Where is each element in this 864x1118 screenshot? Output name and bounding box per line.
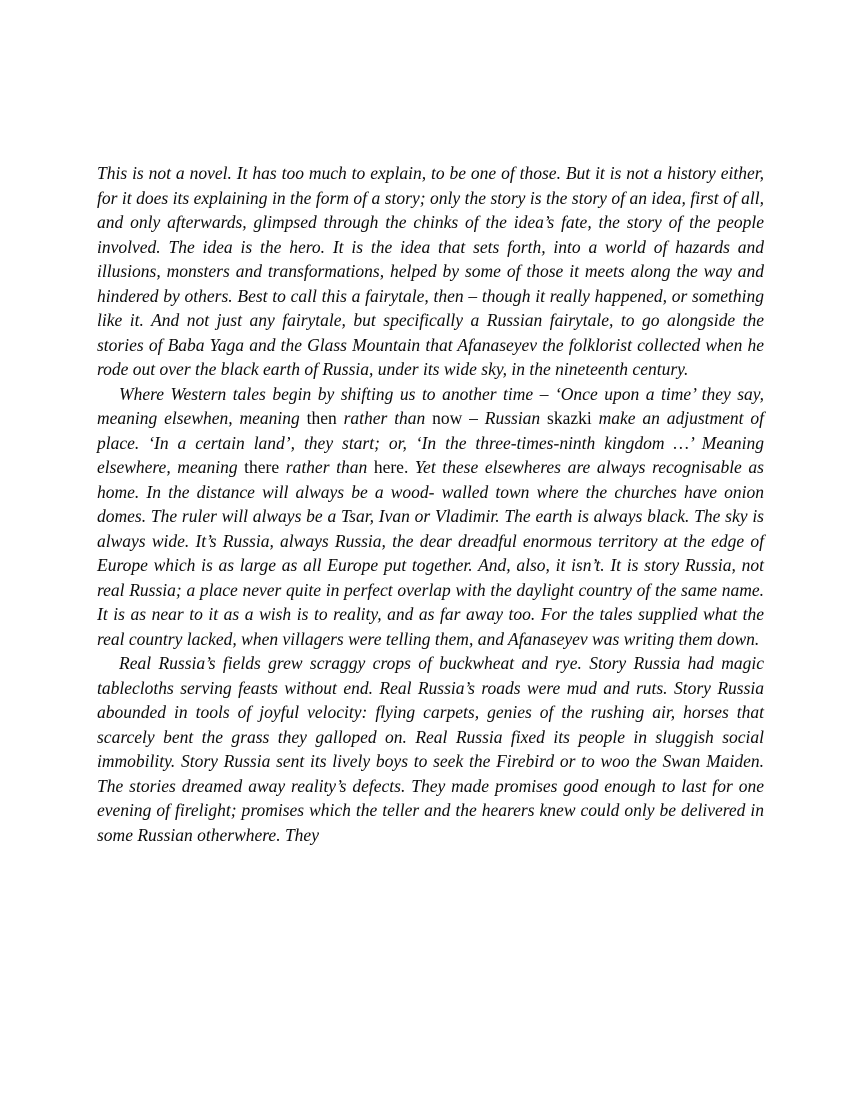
text-segment-italic: – Russian <box>462 408 548 428</box>
text-segment-italic: Yet these elsewheres are always recognisable as home. In the distance will always be a wood- walled town where the churches have onion domes. The ruler will always be a Tsar, Ivan or Vladimir. The earth is always black. The sky is always wide. It’s Russia, always Russia, the dear dreadful enormous territory at the edge of Europe which is as large as all Europe put together. And, also, it isn’t. It is story Russia, not real Russia; a place never quite in perfect overlap with the daylight country of the same name. It is as near to it as a wish is to reality, and as far away too. For the tales supplied what the real country lacked, when villagers were telling them, and Afanaseyev was writing them down. <box>97 457 764 649</box>
text-segment-roman: there <box>244 457 280 477</box>
text-segment-italic: This is not a novel. It has too much to explain, to be one of those. But it is not a history either, for it does its explaining in the form of a story; only the story is the story of an idea, first of all, and only afterwards, glimpsed through the chinks of the idea’s fate, the story of the people involved. The idea is the hero. It is the idea that sets forth, into a world of hazards and illusions, monsters and transformations, helped by some of those it meets along the way and hindered by others. Best to call this a fairytale, then – though it really happened, or something like it. And not just any fairytale, but specifically a Russian fairytale, to go alongside the stories of Baba Yaga and the Glass Mountain that Afanaseyev the folklorist collected when he rode out over the black earth of Russia, under its wide sky, in the nineteenth century. <box>97 163 764 379</box>
text-segment-roman: now <box>432 408 463 428</box>
paragraph <box>97 382 764 652</box>
text-segment-italic: Real Russia’s fields grew scraggy crops of buckwheat and rye. Story Russia had magic tablecloths serving feasts without end. Real Russia’s roads were mud and ruts. Story Russia abounded in tools of joyful velocity: flying carpets, genies of the rushing air, horses that scarcely bent the grass they galloped on. Real Russia fixed its people in sluggish social immobility. Story Russia sent its lively boys to seek the Firebird or to woo the Swan Maiden. The stories dreamed away reality’s defects. They made promises good enough to last for one evening of firelight; promises which the teller and the hearers knew could only be delivered in some Russian otherwhere. They <box>97 653 764 845</box>
text-segment-italic: make an adjustment of place. ‘In a certain land’, they start; or, ‘In the three-times-ninth kingdom …’ Meaning elsewhere, meaning <box>97 408 764 477</box>
text-segment-roman: here. <box>373 457 409 477</box>
text-segment-roman: skazki <box>547 408 592 428</box>
text-block <box>97 161 764 847</box>
paragraph <box>97 161 764 382</box>
text-segment-roman: then <box>306 408 337 428</box>
paragraph <box>97 651 764 847</box>
text-segment-italic: rather than <box>279 457 374 477</box>
text-segment-italic: rather than <box>336 408 433 428</box>
text-segment-italic: Where Western tales begin by shifting us to another time – ‘Once upon a time’ they say, meaning elsewhen, meaning <box>97 383 764 428</box>
